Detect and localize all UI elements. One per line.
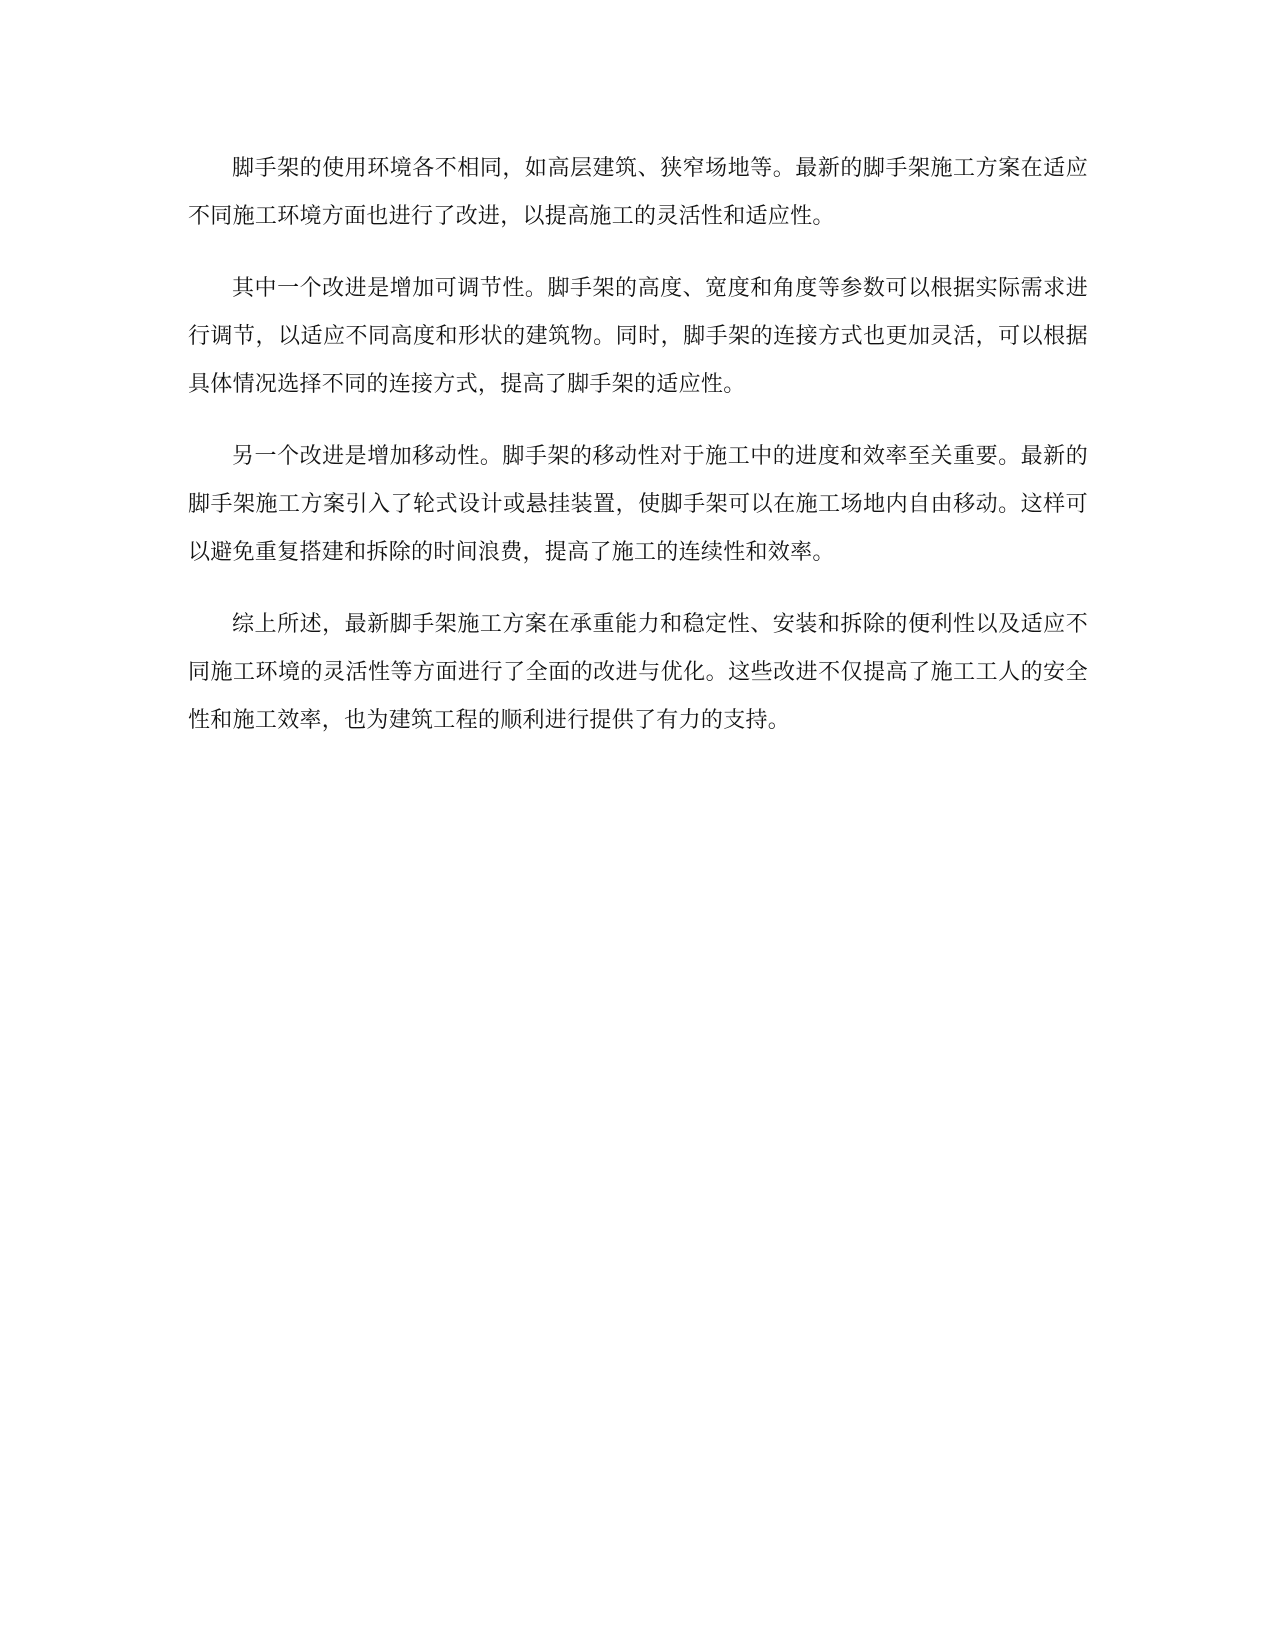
document-body (188, 145, 1088, 769)
paragraph-environment: 脚手架的使用环境各不相同，如高层建筑、狭窄场地等。最新的脚手架施工方案在适应不同施工环境方面也进行了改进，以提高施工的灵活性和适应性。 (188, 156, 1088, 229)
paragraph-summary: 综上所述，最新脚手架施工方案在承重能力和稳定性、安装和拆除的便利性以及适应不同施工环境的灵活性等方面进行了全面的改进与优化。这些改进不仅提高了施工工人的安全性和施工效率，也为建筑工程的顺利进行提供了有力的支持。 (188, 612, 1088, 733)
paragraph-mobility: 另一个改进是增加移动性。脚手架的移动性对于施工中的进度和效率至关重要。最新的脚手架施工方案引入了轮式设计或悬挂装置，使脚手架可以在施工场地内自由移动。这样可以避免重复搭建和拆除的时间浪费，提高了施工的连续性和效率。 (188, 444, 1088, 565)
paragraph-adjustability: 其中一个改进是增加可调节性。脚手架的高度、宽度和角度等参数可以根据实际需求进行调节，以适应不同高度和形状的建筑物。同时，脚手架的连接方式也更加灵活，可以根据具体情况选择不同的连接方式，提高了脚手架的适应性。 (188, 276, 1088, 397)
